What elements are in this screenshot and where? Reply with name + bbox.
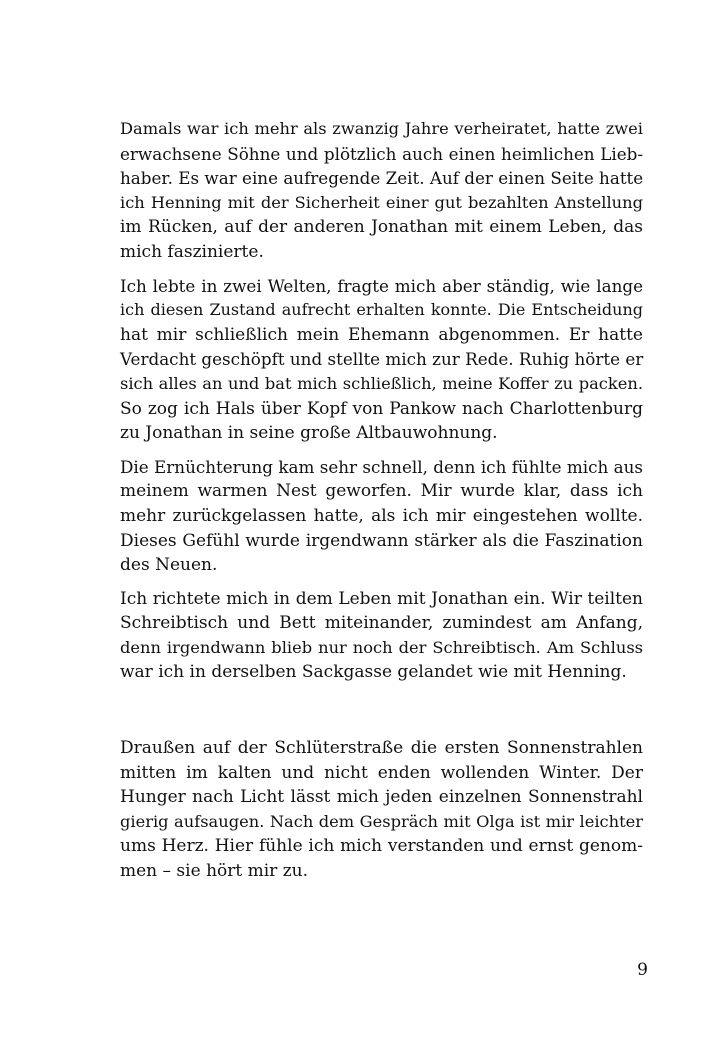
text-line: ich Henning mit der Sicherheit einer gut bezahlten Anstellung — [120, 192, 643, 212]
text-line: men – sie hört mir zu. — [120, 861, 309, 882]
text-line: mehr zurückgelassen hatte, als ich mir eingestehen wollte. — [120, 505, 643, 526]
text-line: zu Jonathan in seine große Altbauwohnung. — [120, 423, 498, 444]
paragraph-3 — [120, 455, 643, 578]
text-line: meinem warmen Nest geworfen. Mir wurde klar, dass ich — [120, 481, 643, 502]
text-line: ich diesen Zustand aufrecht erhalten konnte. Die Entscheidung — [120, 300, 643, 320]
text-line: Dieses Gefühl wurde irgendwann stärker als die Faszination — [120, 530, 643, 551]
text-line: haber. Es war eine aufregende Zeit. Auf der einen Seite hatte — [120, 168, 644, 189]
paragraph-1 — [120, 117, 643, 265]
text-line: war ich in derselben Sackgasse gelandet wie mit Henning. — [120, 662, 627, 683]
text-line: So zog ich Hals über Kopf von Pankow nach Charlottenburg — [120, 398, 643, 419]
paragraph-4 — [120, 587, 643, 685]
paragraph-5 — [120, 736, 643, 884]
text-line: mich faszinierte. — [120, 241, 264, 262]
section-break — [120, 694, 643, 736]
text-line: hat mir schließlich mein Ehemann abgenommen. Er hatte — [120, 324, 643, 345]
text-line: Ich lebte in zwei Welten, fragte mich aber ständig, wie lange — [120, 275, 643, 296]
text-line: mitten im kalten und nicht enden wollenden Winter. Der — [120, 762, 643, 783]
text-line: Verdacht geschöpft und stellte mich zur Rede. Ruhig hörte er — [120, 349, 644, 370]
paragraph-2 — [120, 274, 643, 446]
text-line: sich alles an und bat mich schließlich, meine Koffer zu packen. — [120, 373, 643, 393]
text-line: Draußen auf der Schlüterstraße die ersten Sonnenstrahlen — [120, 738, 643, 759]
text-line: ums Herz. Hier fühle ich mich verstanden und ernst genom- — [120, 836, 643, 857]
text-line: des Neuen. — [120, 555, 218, 576]
text-line: Die Ernüchterung kam sehr schnell, denn ich fühlte mich aus — [120, 456, 643, 477]
text-line: Ich richtete mich in dem Leben mit Jonathan ein. Wir teilten — [120, 588, 643, 609]
text-line: Hunger nach Licht lässt mich jeden einzelnen Sonnenstrahl — [120, 787, 643, 808]
text-line: erwachsene Söhne und plötzlich auch einen heimlichen Lieb- — [120, 143, 643, 164]
text-line: Damals war ich mehr als zwanzig Jahre verheiratet, hatte zwei — [120, 119, 643, 138]
text-line: gierig aufsaugen. Nach dem Gespräch mit Olga ist mir leichter — [120, 811, 643, 831]
page-number: 9 — [637, 960, 648, 980]
text-line: im Rücken, auf der anderen Jonathan mit einem Leben, das — [120, 217, 643, 238]
text-line: denn irgendwann blieb nur noch der Schreibtisch. Am Schluss — [120, 637, 643, 657]
text-line: Schreibtisch und Bett miteinander, zumindest am Anfang, — [120, 613, 643, 634]
page-body — [120, 117, 643, 893]
